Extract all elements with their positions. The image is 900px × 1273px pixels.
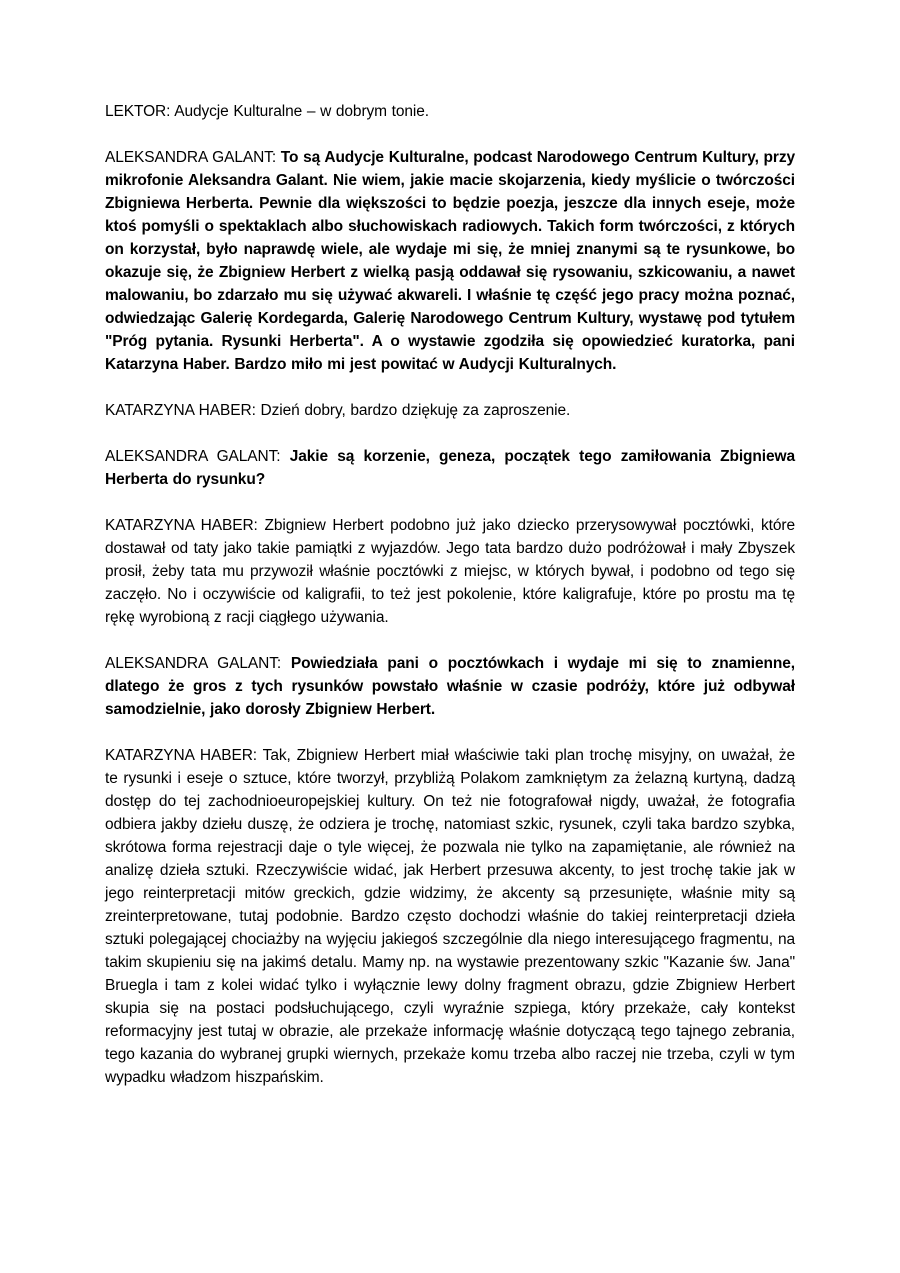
speaker-label: ALEKSANDRA GALANT: — [105, 655, 282, 672]
speech-text: To są Audycje Kulturalne, podcast Narodowego Centrum Kultury, przy mikrofonie Aleksandra Galant. Nie wiem, jakie macie skojarzenia, kiedy myślicie o twórczości Zbigniewa Herberta. Pewnie dla większości to będzie poezja, jeszcze dla innych eseje, może ktoś pomyśli o spektaklach albo słuchowiskach radiowych. Takich form twórczości, z których on korzystał, było naprawdę wiele, ale wydaje mi się, że mniej znanymi są te rysunkowe, bo okazuje się, że Zbigniew Herbert z wielką pasją oddawał się rysowaniu, szkicowaniu, a nawet malowaniu, bo zdarzało mu się używać akwareli. I właśnie tę część jego pracy można poznać, odwiedzając Galerię Kordegarda, Galerię Narodowego Centrum Kultury, wystawę pod tytułem "Próg pytania. Rysunki Herberta". A o wystawie zgodziła się opowiedzieć kuratorka, pani Katarzyna Haber. Bardzo miło mi jest powitać w Audycji Kulturalnych. — [105, 149, 795, 373]
transcript-paragraph-haber-greeting — [105, 399, 795, 422]
speech-text: Jakie są korzenie, geneza, początek tego zamiłowania Zbigniewa Herberta do rysunku? — [105, 448, 796, 488]
speaker-label: KATARZYNA HABER: — [105, 747, 258, 764]
transcript-paragraph-galant-question2 — [105, 652, 795, 721]
transcript-paragraph-galant-question1 — [105, 445, 795, 491]
speech-text: Zbigniew Herbert podobno już jako dziecko przerysowywał pocztówki, które dostawał od taty jako takie pamiątki z wyjazdów. Jego tata bardzo dużo podróżował i mały Zbyszek prosił, żeby tata mu przywoził właśnie pocztówki z miejsc, w których bywał, i podobno od tego się zaczęło. No i oczywiście od kaligrafii, to też jest pokolenie, które kaligrafuje, które po prostu ma tę rękę wyrobioną z racji ciągłego używania. — [105, 517, 795, 626]
speech-text: Dzień dobry, bardzo dziękuję za zaproszenie. — [260, 402, 571, 419]
speech-text: Powiedziała pani o pocztówkach i wydaje mi się to znamienne, dlatego że gros z tych rysunków powstało właśnie w czasie podróży, które już odbywał samodzielnie, jako dorosły Zbigniew Herbert. — [105, 655, 795, 718]
speaker-label: ALEKSANDRA GALANT: — [105, 149, 277, 166]
transcript-paragraph-lektor — [105, 100, 795, 123]
speaker-label: KATARZYNA HABER: — [105, 402, 256, 419]
transcript-paragraph-haber-answer2 — [105, 744, 795, 1089]
transcript-paragraph-haber-answer1 — [105, 514, 795, 629]
speech-text: Audycje Kulturalne – w dobrym tonie. — [174, 103, 429, 120]
speaker-label: LEKTOR: — [105, 103, 171, 120]
transcript-paragraph-galant-intro — [105, 146, 795, 376]
speech-text: Tak, Zbigniew Herbert miał właściwie taki plan trochę misyjny, on uważał, że te rysunki i eseje o sztuce, które tworzył, przybliżą Polakom zamkniętym za żelazną kurtyną, dadzą dostęp do tej zachodnioeuropejskiej kultury. On też nie fotografował nigdy, uważał, że fotografia odbiera jakby dziełu duszę, że odziera je trochę, natomiast szkic, rysunek, czyli taka bardzo szybka, skrótowa forma rejestracji daje o tyle więcej, że pozwala nie tylko na zapamiętanie, ale również na analizę dzieła sztuki. Rzeczywiście widać, jak Herbert przesuwa akcenty, to jest trochę takie jak w jego reinterpretacji mitów greckich, gdzie widzimy, że akcenty są przesunięte, właśnie mity są zreinterpretowane, tutaj podobnie. Bardzo często dochodzi właśnie do takiej reinterpretacji dzieła sztuki polegającej chociażby na wyjęciu jakiegoś szczególnie dla niego interesującego fragmentu, na takim skupieniu się na jakimś detalu. Mamy np. na wystawie prezentowany szkic "Kazanie św. Jana" Bruegla i tam z kolei widać tylko i wyłącznie lewy dolny fragment obrazu, gdzie Zbigniew Herbert skupia się na postaci podsłuchującego, czyli wyraźnie szpiega, który przekaże, cały kontekst reformacyjny jest tutaj w obrazie, ale przekaże informację właśnie dotyczącą tego tajnego zebrania, tego kazania do wybranej grupki wiernych, przekaże komu trzeba albo raczej nie trzeba, czyli w tym wypadku władzom hiszpańskim. — [105, 747, 795, 1086]
speaker-label: ALEKSANDRA GALANT: — [105, 448, 281, 465]
speaker-label: KATARZYNA HABER: — [105, 517, 258, 534]
